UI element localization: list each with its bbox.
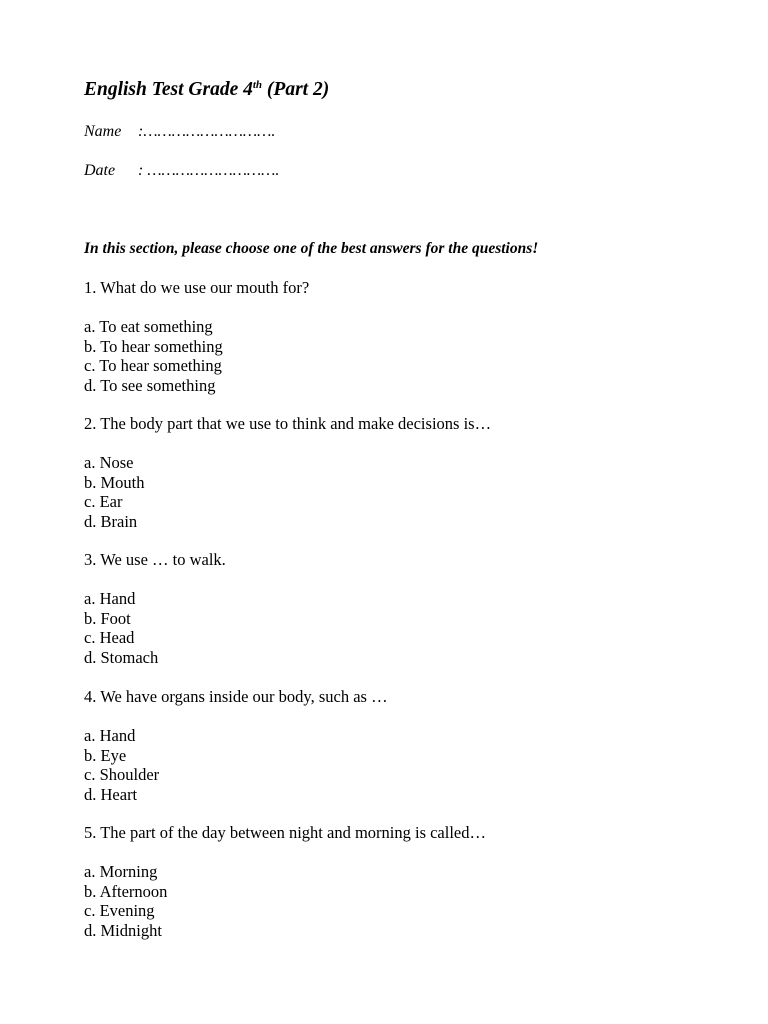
question-2-option-a: a. Nose <box>84 453 134 472</box>
title-suffix: (Part 2) <box>262 79 330 100</box>
question-5-option-c: c. Evening <box>84 901 155 920</box>
question-1-option-b: b. To hear something <box>84 336 223 356</box>
title-text: English Test Grade 4 <box>84 79 253 100</box>
date-blank: : ………………………. <box>138 162 280 179</box>
question-4: 4. We have organs inside our body, such as … <box>84 687 388 706</box>
question-3-option-d: d. Stomach <box>84 647 159 667</box>
question-4-option-c: c. Shoulder <box>84 765 160 784</box>
question-3-option-a: a. Hand <box>84 589 136 608</box>
question-2-option-d: d. Brain <box>84 511 138 531</box>
question-1-option-a: a. To eat something <box>84 317 213 336</box>
question-3-option-c: c. Head <box>84 628 135 647</box>
date-label: Date <box>84 162 116 179</box>
question-5-option-a: a. Morning <box>84 862 158 881</box>
question-2-option-b: b. Mouth <box>84 472 145 492</box>
name-blank: :………………………. <box>138 123 276 140</box>
question-4-option-b: b. Eye <box>84 745 127 765</box>
name-label: Name <box>84 123 122 140</box>
page-title <box>84 78 329 102</box>
name-field <box>84 122 275 142</box>
question-4-option-d: d. Heart <box>84 784 138 804</box>
question-2-option-c: c. Ear <box>84 492 123 511</box>
question-2: 2. The body part that we use to think and make decisions is… <box>84 414 492 433</box>
section-instruction: In this section, please choose one of the best answers for the questions! <box>84 240 539 257</box>
question-4-option-a: a. Hand <box>84 726 136 745</box>
question-1-option-c: c. To hear something <box>84 356 222 375</box>
question-1-option-d: d. To see something <box>84 375 216 395</box>
question-3: 3. We use … to walk. <box>84 550 226 569</box>
question-5-option-d: d. Midnight <box>84 920 162 940</box>
title-superscript: th <box>252 79 263 91</box>
question-3-option-b: b. Foot <box>84 608 131 628</box>
question-1: 1. What do we use our mouth for? <box>84 278 310 297</box>
date-field <box>84 161 279 181</box>
question-5-option-b: b. Afternoon <box>84 881 168 901</box>
question-5: 5. The part of the day between night and morning is called… <box>84 823 487 842</box>
